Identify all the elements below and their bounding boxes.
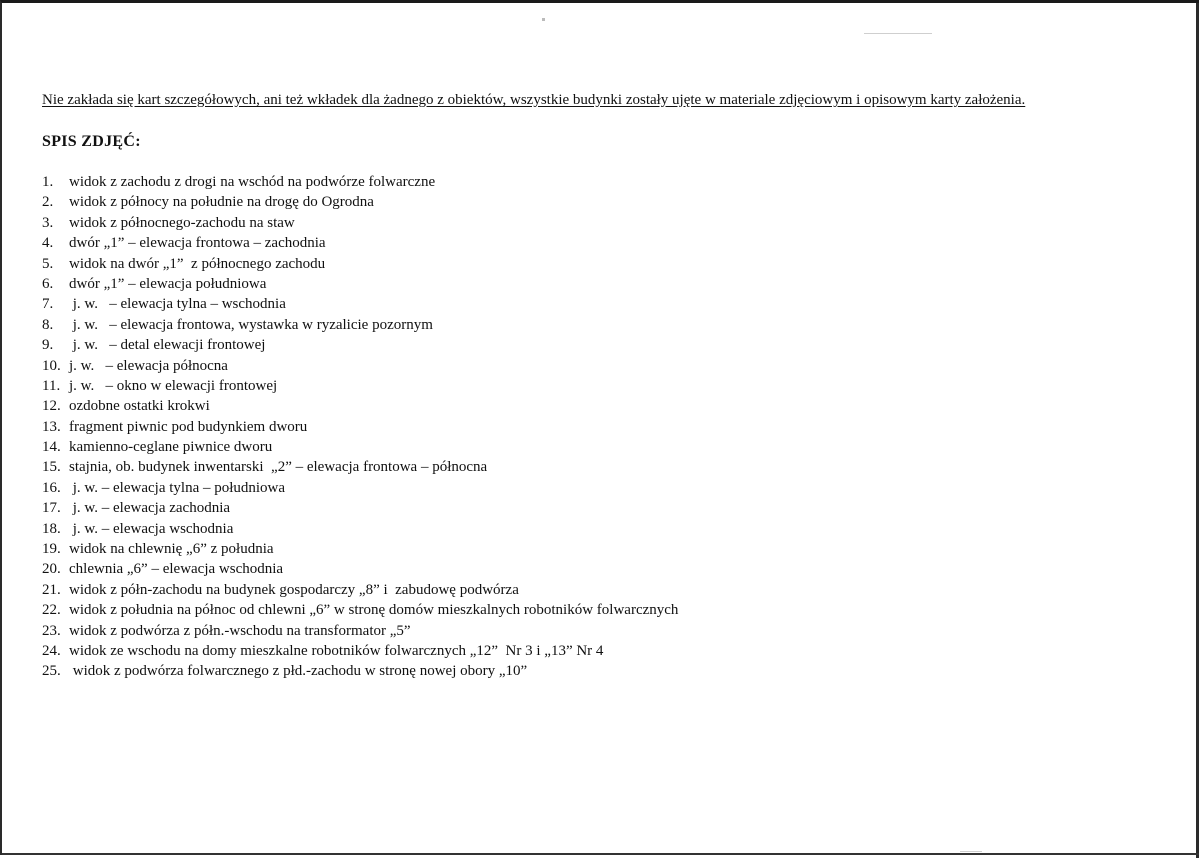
list-item-number: 23.	[42, 622, 61, 639]
list-item-text: j. w. – detal elewacji frontowej	[69, 337, 266, 354]
list-item-number: 11.	[42, 377, 61, 394]
list-item	[42, 661, 678, 681]
list-item	[42, 356, 678, 376]
list-item	[42, 192, 678, 212]
list-item	[42, 396, 678, 416]
list-item-number: 15.	[42, 459, 61, 476]
list-item-text: widok na chlewnię „6” z południa	[69, 541, 274, 558]
list-item	[42, 559, 678, 579]
list-item-text: dwór „1” – elewacja południowa	[69, 275, 267, 292]
list-item-text: widok z podwórza folwarcznego z płd.-zachodu w stronę nowej obory „10”	[69, 663, 528, 680]
list-item-number: 16.	[42, 479, 61, 496]
list-item-number: 12.	[42, 398, 61, 415]
list-item-number: 24.	[42, 642, 61, 659]
list-item	[42, 478, 678, 498]
list-item-text: widok z półn-zachodu na budynek gospodarczy „8” i zabudowę podwórza	[69, 581, 519, 598]
scan-smudge	[864, 33, 932, 34]
list-item-number: 25.	[42, 663, 61, 680]
list-item	[42, 376, 678, 396]
list-item-text: widok z zachodu z drogi na wschód na podwórze folwarczne	[69, 174, 436, 190]
list-item-text: j. w. – elewacja zachodnia	[69, 500, 231, 517]
list-item-number: 4.	[42, 235, 54, 252]
list-item-number: 14.	[42, 439, 61, 456]
list-item-text: widok z podwórza z półn.-wschodu na transformator „5”	[69, 622, 411, 639]
list-item-text: chlewnia „6” – elewacja wschodnia	[69, 561, 284, 578]
list-item-number: 19.	[42, 541, 61, 558]
list-item-text: j. w. – elewacja tylna – południowa	[69, 479, 286, 496]
list-item-text: kamienno-ceglane piwnice dworu	[69, 439, 273, 456]
list-item-text: ozdobne ostatki krokwi	[69, 398, 210, 415]
list-item	[42, 437, 678, 457]
list-item	[42, 254, 678, 274]
list-item-text: j. w. – okno w elewacji frontowej	[69, 377, 278, 394]
list-item	[42, 274, 678, 294]
list-item-text: j. w. – elewacja wschodnia	[69, 520, 234, 537]
list-item-number: 13.	[42, 418, 61, 435]
list-item-number: 21.	[42, 581, 61, 598]
list-item-number: 2.	[42, 194, 54, 211]
list-item-number: 8.	[42, 316, 54, 333]
list-item-number: 22.	[42, 602, 61, 619]
list-item-number: 17.	[42, 500, 61, 517]
list-item	[42, 213, 678, 233]
list-item-text: widok z południa na północ od chlewni „6” w stronę domów mieszkalnych robotników folwarcznych	[69, 602, 679, 619]
list-item	[42, 172, 678, 192]
scan-smudge	[960, 851, 982, 852]
list-item	[42, 519, 678, 539]
list-item-number: 3.	[42, 214, 54, 231]
list-item-text: stajnia, ob. budynek inwentarski „2” – elewacja frontowa – północna	[69, 459, 488, 476]
list-item-text: j. w. – elewacja północna	[69, 357, 228, 374]
photo-list-heading: SPIS ZDJĘĆ:	[42, 133, 141, 150]
list-item	[42, 315, 678, 335]
list-item	[42, 498, 678, 518]
photo-list	[42, 172, 678, 682]
list-item-text: widok z północnego-zachodu na staw	[69, 214, 295, 231]
list-item	[42, 600, 678, 620]
list-item-text: j. w. – elewacja frontowa, wystawka w ryzalicie pozornym	[69, 316, 433, 333]
list-item	[42, 417, 678, 437]
list-item-number: 20.	[42, 561, 61, 578]
list-item-number: 5.	[42, 255, 54, 272]
list-item	[42, 294, 678, 314]
list-item-number: 9.	[42, 337, 54, 354]
list-item	[42, 457, 678, 477]
list-item	[42, 233, 678, 253]
list-item-number: 1.	[42, 174, 54, 190]
list-item-number: 18.	[42, 520, 61, 537]
list-item	[42, 580, 678, 600]
list-item-number: 10.	[42, 357, 61, 374]
scan-smudge	[542, 18, 545, 21]
list-item-number: 6.	[42, 275, 54, 292]
list-item-text: j. w. – elewacja tylna – wschodnia	[69, 296, 286, 313]
list-item-text: widok ze wschodu na domy mieszkalne robotników folwarcznych „12” Nr 3 i „13” Nr 4	[69, 642, 604, 659]
intro-note: Nie zakłada się kart szczegółowych, ani też wkładek dla żadnego z obiektów, wszystkie budynki zostały ujęte w materiale zdjęciowym i opisowym karty założenia.	[42, 92, 1026, 108]
list-item-text: fragment piwnic pod budynkiem dworu	[69, 418, 308, 435]
list-item	[42, 539, 678, 559]
list-item-text: widok na dwór „1” z północnego zachodu	[69, 255, 326, 272]
list-item-text: dwór „1” – elewacja frontowa – zachodnia	[69, 235, 326, 252]
list-item	[42, 335, 678, 355]
list-item	[42, 621, 678, 641]
list-item-text: widok z północy na południe na drogę do Ogrodna	[69, 194, 374, 211]
list-item	[42, 641, 678, 661]
list-item-number: 7.	[42, 296, 54, 313]
